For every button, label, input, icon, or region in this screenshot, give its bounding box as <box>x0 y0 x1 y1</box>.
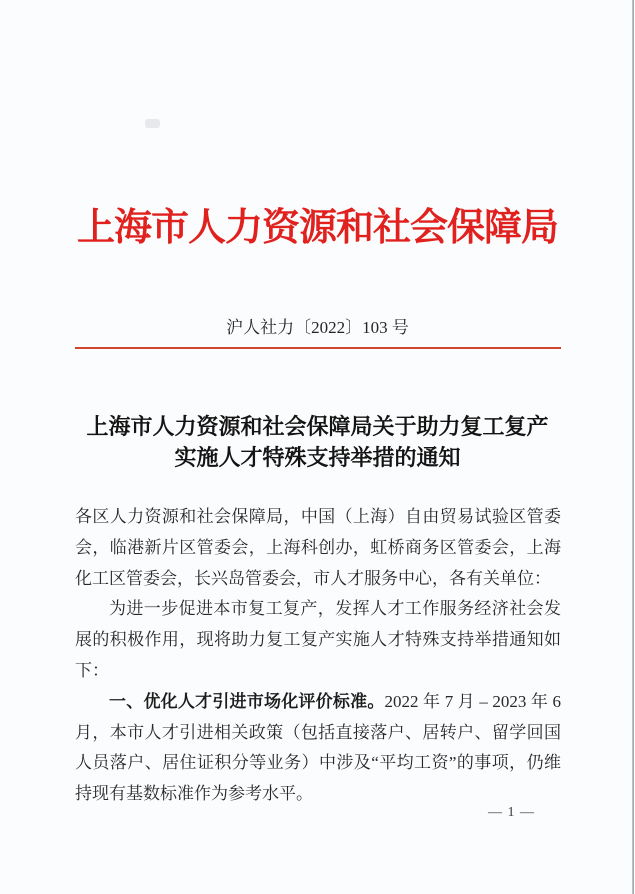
notice-title-line1: 上海市人力资源和社会保障局关于助力复工复产 <box>86 414 549 439</box>
notice-title-line2: 实施人才特殊支持举措的通知 <box>174 445 461 470</box>
doc-number: 沪人社力〔2022〕103 号 <box>226 318 409 337</box>
notice-title <box>0 411 635 473</box>
agency-title: 上海市人力资源和社会保障局 <box>76 207 558 249</box>
item1-text: 2022 年 7 月 – 2023 年 6 月，本市人才引进相关政策（包括直接落户、居转户、留学回国人员落户、居住证积分等业务）中涉及“平均工资”的事项，仍维持现有基数标准作为参考水平。 <box>75 691 562 804</box>
scan-artifact <box>145 119 160 128</box>
item1-paragraph <box>75 687 561 810</box>
red-divider-line <box>75 347 561 349</box>
document-body <box>75 502 561 810</box>
recipients-paragraph: 各区人力资源和社会保障局，中国（上海）自由贸易试验区管委会，临港新片区管委会，上海科创办，虹桥商务区管委会，上海化工区管委会，长兴岛管委会，市人才服务中心，各有关单位： <box>75 507 561 588</box>
intro-paragraph: 为进一步促进本市复工复产，发挥人才工作服务经济社会发展的积极作用，现将助力复工复产实施人才特殊支持举措通知如下： <box>75 599 561 680</box>
page-right-edge <box>632 0 634 894</box>
item1-heading: 一、优化人才引进市场化评价标准。 <box>109 691 385 711</box>
page-number: — 1 — <box>488 805 535 820</box>
